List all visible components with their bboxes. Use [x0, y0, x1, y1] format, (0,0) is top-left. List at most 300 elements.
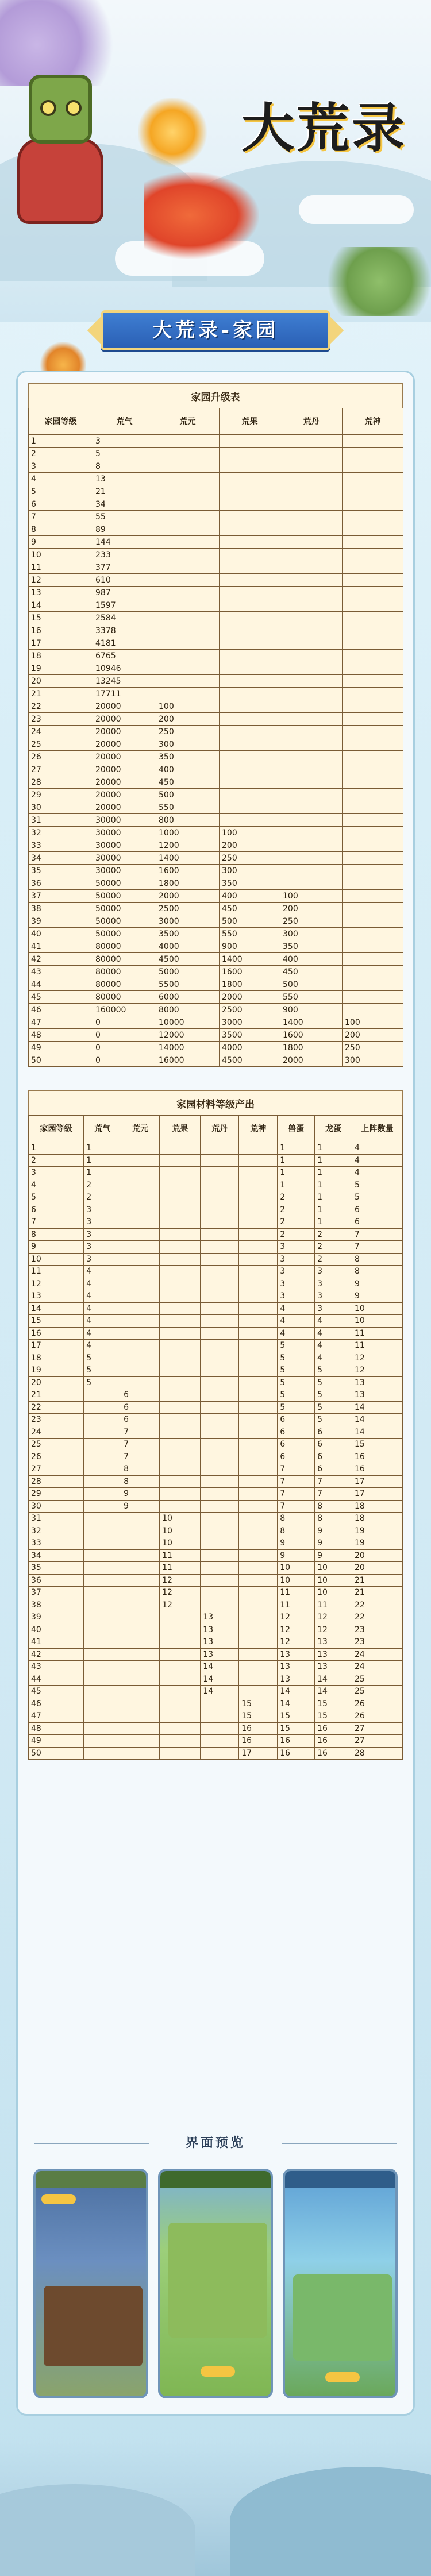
table-row [29, 1278, 403, 1290]
table-cell: 5 [352, 1191, 403, 1204]
table-cell [239, 1451, 278, 1463]
table-cell: 16 [315, 1747, 352, 1760]
table-cell [239, 1426, 278, 1439]
table-cell: 2500 [220, 1004, 280, 1016]
table-cell [201, 1414, 239, 1426]
table-cell [156, 549, 220, 561]
table-cell [280, 574, 343, 587]
table-cell: 33 [29, 1537, 84, 1550]
table-cell: 2 [278, 1228, 315, 1241]
table-cell [160, 1376, 201, 1389]
table-cell: 14000 [156, 1042, 220, 1054]
table-cell: 13 [315, 1636, 352, 1649]
table-cell: 900 [220, 940, 280, 953]
table-row [29, 1253, 403, 1266]
table-cell [121, 1278, 160, 1290]
table-cell [239, 1278, 278, 1290]
table-cell [84, 1698, 121, 1710]
table-row [29, 675, 403, 688]
table-cell [239, 1475, 278, 1488]
table-cell: 16000 [156, 1054, 220, 1067]
table-row [29, 1315, 403, 1328]
table-row [29, 1747, 403, 1760]
table-cell: 11 [29, 561, 93, 574]
table-cell [239, 1253, 278, 1266]
table-cell [220, 473, 280, 485]
table-cell [121, 1340, 160, 1352]
fish-creature [144, 172, 259, 259]
table-cell: 12 [315, 1624, 352, 1636]
table-row [29, 1562, 403, 1575]
table-cell [343, 978, 403, 991]
table-cell [239, 1611, 278, 1624]
table-cell [220, 726, 280, 738]
table-row [29, 1599, 403, 1611]
table-cell [343, 561, 403, 574]
table-cell [343, 966, 403, 978]
table-cell: 4 [84, 1278, 121, 1290]
table-cell [121, 1376, 160, 1389]
table-cell [280, 587, 343, 599]
table-cell [201, 1426, 239, 1439]
table-cell: 80000 [93, 966, 156, 978]
table-cell: 15 [239, 1710, 278, 1723]
table-cell: 8 [93, 460, 156, 473]
column-header: 家园等级 [29, 1116, 84, 1142]
table-cell: 17 [239, 1747, 278, 1760]
game-logo: 大荒录 [241, 97, 407, 159]
table-cell: 450 [220, 903, 280, 915]
table-cell [280, 751, 343, 763]
table-cell: 2500 [156, 903, 220, 915]
table-cell: 16 [278, 1735, 315, 1748]
table-cell [343, 928, 403, 940]
table-cell: 44 [29, 1673, 84, 1686]
table-cell: 14 [278, 1698, 315, 1710]
table-cell [156, 688, 220, 700]
table-cell: 3 [84, 1228, 121, 1241]
table-cell: 10 [315, 1574, 352, 1587]
table-cell [343, 903, 403, 915]
table-cell: 49 [29, 1735, 84, 1748]
table-cell: 80000 [93, 953, 156, 966]
upgrade-table-body [29, 435, 403, 1067]
table-cell: 12 [160, 1599, 201, 1611]
table-cell [343, 599, 403, 612]
table-cell: 14 [278, 1686, 315, 1698]
table-cell: 550 [220, 928, 280, 940]
table-cell: 8 [278, 1513, 315, 1525]
table-cell [343, 789, 403, 801]
table-cell [343, 726, 403, 738]
table-cell: 20 [29, 675, 93, 688]
table-cell: 3000 [220, 1016, 280, 1029]
table-cell [220, 448, 280, 460]
table-cell: 10 [315, 1562, 352, 1575]
table-cell [343, 612, 403, 624]
table-cell [343, 776, 403, 789]
table-cell [220, 549, 280, 561]
table-cell [201, 1154, 239, 1167]
table-cell: 3 [315, 1290, 352, 1303]
table-cell: 89 [93, 523, 156, 536]
table-cell [160, 1352, 201, 1364]
table-cell [84, 1562, 121, 1575]
table-cell: 13 [201, 1648, 239, 1661]
table-cell [121, 1722, 160, 1735]
table-cell [156, 435, 220, 448]
table-row [29, 1661, 403, 1673]
table-cell: 13 [315, 1648, 352, 1661]
table-cell [156, 599, 220, 612]
table-cell [239, 1401, 278, 1414]
preview-title: 界面预览 [185, 2135, 245, 2150]
table-cell [280, 612, 343, 624]
table-cell [343, 713, 403, 726]
table-cell: 300 [156, 738, 220, 751]
table-cell: 14 [315, 1673, 352, 1686]
table-cell: 40 [29, 1624, 84, 1636]
table-cell [160, 1315, 201, 1328]
table-cell: 13 [278, 1661, 315, 1673]
table-cell: 30000 [93, 839, 156, 852]
table-cell: 42 [29, 953, 93, 966]
table-cell: 8 [29, 1228, 84, 1241]
table-cell [156, 650, 220, 662]
footer-hill [0, 2484, 195, 2576]
table-cell [121, 1599, 160, 1611]
table-cell [156, 511, 220, 523]
table-cell [220, 498, 280, 511]
table-cell: 20000 [93, 713, 156, 726]
table-cell [84, 1648, 121, 1661]
table-cell: 5 [278, 1389, 315, 1402]
table-row [29, 612, 403, 624]
table-cell [121, 1673, 160, 1686]
table-row [29, 1266, 403, 1278]
column-header: 荒神 [343, 408, 403, 435]
table-row [29, 1241, 403, 1254]
table-cell [84, 1525, 121, 1537]
table-cell: 10 [352, 1302, 403, 1315]
table-row [29, 700, 403, 713]
table-row [29, 1340, 403, 1352]
table-cell: 8 [29, 523, 93, 536]
table-cell [121, 1290, 160, 1303]
table-cell: 500 [220, 915, 280, 928]
table-cell: 16 [239, 1735, 278, 1748]
table-cell [201, 1722, 239, 1735]
table-cell [84, 1624, 121, 1636]
table-cell: 450 [156, 776, 220, 789]
table-cell [84, 1747, 121, 1760]
table-cell: 26 [29, 751, 93, 763]
table-cell [84, 1722, 121, 1735]
table-cell: 11 [278, 1599, 315, 1611]
table-cell [343, 940, 403, 953]
table-cell [201, 1562, 239, 1575]
table-cell: 500 [280, 978, 343, 991]
table-cell: 1 [278, 1179, 315, 1191]
table-row [29, 1735, 403, 1748]
table-cell: 5 [315, 1401, 352, 1414]
table-cell [160, 1204, 201, 1216]
table-row [29, 713, 403, 726]
table-row [29, 599, 403, 612]
table-cell: 144 [93, 536, 156, 549]
table-cell [121, 1167, 160, 1179]
table-cell [84, 1463, 121, 1476]
table-row [29, 1016, 403, 1029]
table-cell: 20000 [93, 763, 156, 776]
table-cell: 13 [93, 473, 156, 485]
column-header: 荒丹 [201, 1116, 239, 1142]
table-cell [280, 675, 343, 688]
table-cell [280, 448, 343, 460]
table-cell: 5 [29, 485, 93, 498]
table-cell [239, 1624, 278, 1636]
preview-screenshot-2[interactable] [158, 2169, 273, 2398]
table-cell: 3 [84, 1241, 121, 1254]
table-cell: 1 [315, 1191, 352, 1204]
table-cell: 5000 [156, 966, 220, 978]
table-row [29, 1204, 403, 1216]
preview-hud [201, 2366, 235, 2377]
table-cell [84, 1426, 121, 1439]
table-cell: 5 [84, 1364, 121, 1377]
table-cell [121, 1686, 160, 1698]
table-cell: 38 [29, 1599, 84, 1611]
table-cell [280, 776, 343, 789]
cloud-decoration [299, 195, 414, 224]
table-cell: 2 [29, 1154, 84, 1167]
table-row [29, 940, 403, 953]
table-cell [156, 485, 220, 498]
table-row [29, 448, 403, 460]
table-cell: 14 [201, 1686, 239, 1698]
table-cell: 1 [29, 435, 93, 448]
table-row [29, 1525, 403, 1537]
table-cell [156, 637, 220, 650]
table-cell: 550 [280, 991, 343, 1004]
table-row [29, 1686, 403, 1698]
table-cell: 6 [278, 1451, 315, 1463]
table-cell [121, 1179, 160, 1191]
table-cell: 22 [352, 1611, 403, 1624]
table-cell: 250 [280, 915, 343, 928]
table-cell [280, 839, 343, 852]
table-cell [121, 1228, 160, 1241]
table-cell: 20000 [93, 776, 156, 789]
table-row [29, 827, 403, 839]
table-cell [160, 1673, 201, 1686]
table-row [29, 814, 403, 827]
table-cell: 16 [278, 1747, 315, 1760]
content-panel-inner [28, 383, 403, 1760]
table-cell [239, 1463, 278, 1476]
preview-battle-board [44, 2286, 143, 2366]
table-cell [343, 574, 403, 587]
table-cell [201, 1376, 239, 1389]
table-row [29, 953, 403, 966]
table-cell: 1 [315, 1179, 352, 1191]
table-cell: 6 [121, 1401, 160, 1414]
table-cell [239, 1167, 278, 1179]
table-row [29, 1029, 403, 1042]
table-cell: 35 [29, 1562, 84, 1575]
table-cell [201, 1327, 239, 1340]
table-cell [121, 1624, 160, 1636]
table-cell [343, 650, 403, 662]
table-cell: 5 [278, 1364, 315, 1377]
table-cell: 29 [29, 789, 93, 801]
preview-screenshot-1[interactable] [33, 2169, 148, 2398]
table-row [29, 637, 403, 650]
table-row [29, 1513, 403, 1525]
table-cell: 7 [315, 1488, 352, 1501]
table-cell [160, 1488, 201, 1501]
table-row [29, 915, 403, 928]
table-cell [160, 1290, 201, 1303]
table-cell: 34 [29, 1549, 84, 1562]
table-cell [343, 523, 403, 536]
table-row [29, 1376, 403, 1389]
table-cell: 19 [29, 1364, 84, 1377]
table-cell: 17 [29, 637, 93, 650]
table-cell [121, 1216, 160, 1229]
table-cell: 25 [352, 1673, 403, 1686]
table-row [29, 1463, 403, 1476]
table-cell [220, 814, 280, 827]
table-cell: 26 [29, 1451, 84, 1463]
table-cell [239, 1216, 278, 1229]
table-cell [239, 1290, 278, 1303]
table-cell [160, 1463, 201, 1476]
table-cell [201, 1537, 239, 1550]
table-cell [160, 1302, 201, 1315]
table-cell: 4 [278, 1302, 315, 1315]
table-cell [160, 1451, 201, 1463]
table-cell: 24 [29, 726, 93, 738]
table-cell: 11 [160, 1549, 201, 1562]
table-cell [201, 1401, 239, 1414]
table-cell: 250 [220, 852, 280, 865]
table-cell: 16 [315, 1735, 352, 1748]
table-cell: 13 [201, 1624, 239, 1636]
table-cell [156, 675, 220, 688]
table-cell [201, 1241, 239, 1254]
table-cell [160, 1710, 201, 1723]
table-cell [156, 662, 220, 675]
table-cell: 10 [315, 1587, 352, 1599]
table-cell [160, 1624, 201, 1636]
table-cell [239, 1154, 278, 1167]
table-cell: 9 [278, 1537, 315, 1550]
table-cell [343, 700, 403, 713]
table-cell [239, 1179, 278, 1191]
table-cell: 4 [84, 1290, 121, 1303]
table-cell [156, 448, 220, 460]
table-cell: 4 [278, 1327, 315, 1340]
table-cell: 5500 [156, 978, 220, 991]
table-row [29, 650, 403, 662]
table-row [29, 1587, 403, 1599]
table-cell [220, 751, 280, 763]
table-cell: 13 [278, 1648, 315, 1661]
table-cell [343, 637, 403, 650]
table-cell: 43 [29, 966, 93, 978]
table-cell: 14 [201, 1673, 239, 1686]
table-cell: 10 [352, 1315, 403, 1328]
table-cell [220, 688, 280, 700]
table-cell: 15 [29, 612, 93, 624]
table-cell: 45 [29, 991, 93, 1004]
table-cell: 32 [29, 827, 93, 839]
table-cell: 15 [278, 1722, 315, 1735]
table-cell [84, 1599, 121, 1611]
table-cell: 34 [93, 498, 156, 511]
table-cell: 7 [29, 1216, 84, 1229]
table-cell: 16 [315, 1722, 352, 1735]
table-row [29, 1624, 403, 1636]
table-cell: 1597 [93, 599, 156, 612]
preview-hud [41, 2194, 76, 2204]
table-cell: 30000 [93, 827, 156, 839]
table-cell: 2 [278, 1216, 315, 1229]
table-cell: 4 [278, 1315, 315, 1328]
table-cell [280, 662, 343, 675]
table-cell: 18 [29, 650, 93, 662]
table-cell [343, 688, 403, 700]
table-cell: 610 [93, 574, 156, 587]
table-cell: 41 [29, 940, 93, 953]
table-cell: 0 [93, 1029, 156, 1042]
table-cell: 1400 [220, 953, 280, 966]
table-cell [121, 1253, 160, 1266]
table-cell: 12 [278, 1611, 315, 1624]
table-cell [239, 1636, 278, 1649]
table-cell [239, 1525, 278, 1537]
table-cell [160, 1340, 201, 1352]
table-cell [220, 700, 280, 713]
preview-screenshot-3[interactable] [283, 2169, 398, 2398]
table-cell [343, 549, 403, 561]
table-cell [280, 637, 343, 650]
table-cell [239, 1302, 278, 1315]
table-cell [84, 1611, 121, 1624]
table-cell [121, 1364, 160, 1377]
table-cell: 100 [280, 890, 343, 903]
table-cell: 20000 [93, 801, 156, 814]
table-cell [239, 1488, 278, 1501]
table-cell: 550 [156, 801, 220, 814]
table-cell [84, 1451, 121, 1463]
table-cell [121, 1661, 160, 1673]
table-cell: 20 [352, 1562, 403, 1575]
table-cell: 900 [280, 1004, 343, 1016]
table-cell: 4 [84, 1340, 121, 1352]
table-row [29, 523, 403, 536]
table-cell: 13 [29, 587, 93, 599]
table-spacer [28, 1067, 403, 1090]
table-cell: 200 [280, 903, 343, 915]
table-cell [201, 1735, 239, 1748]
table-cell [160, 1636, 201, 1649]
table-cell: 3 [278, 1278, 315, 1290]
table-cell: 2 [84, 1179, 121, 1191]
table-cell [84, 1475, 121, 1488]
table-cell [121, 1537, 160, 1550]
